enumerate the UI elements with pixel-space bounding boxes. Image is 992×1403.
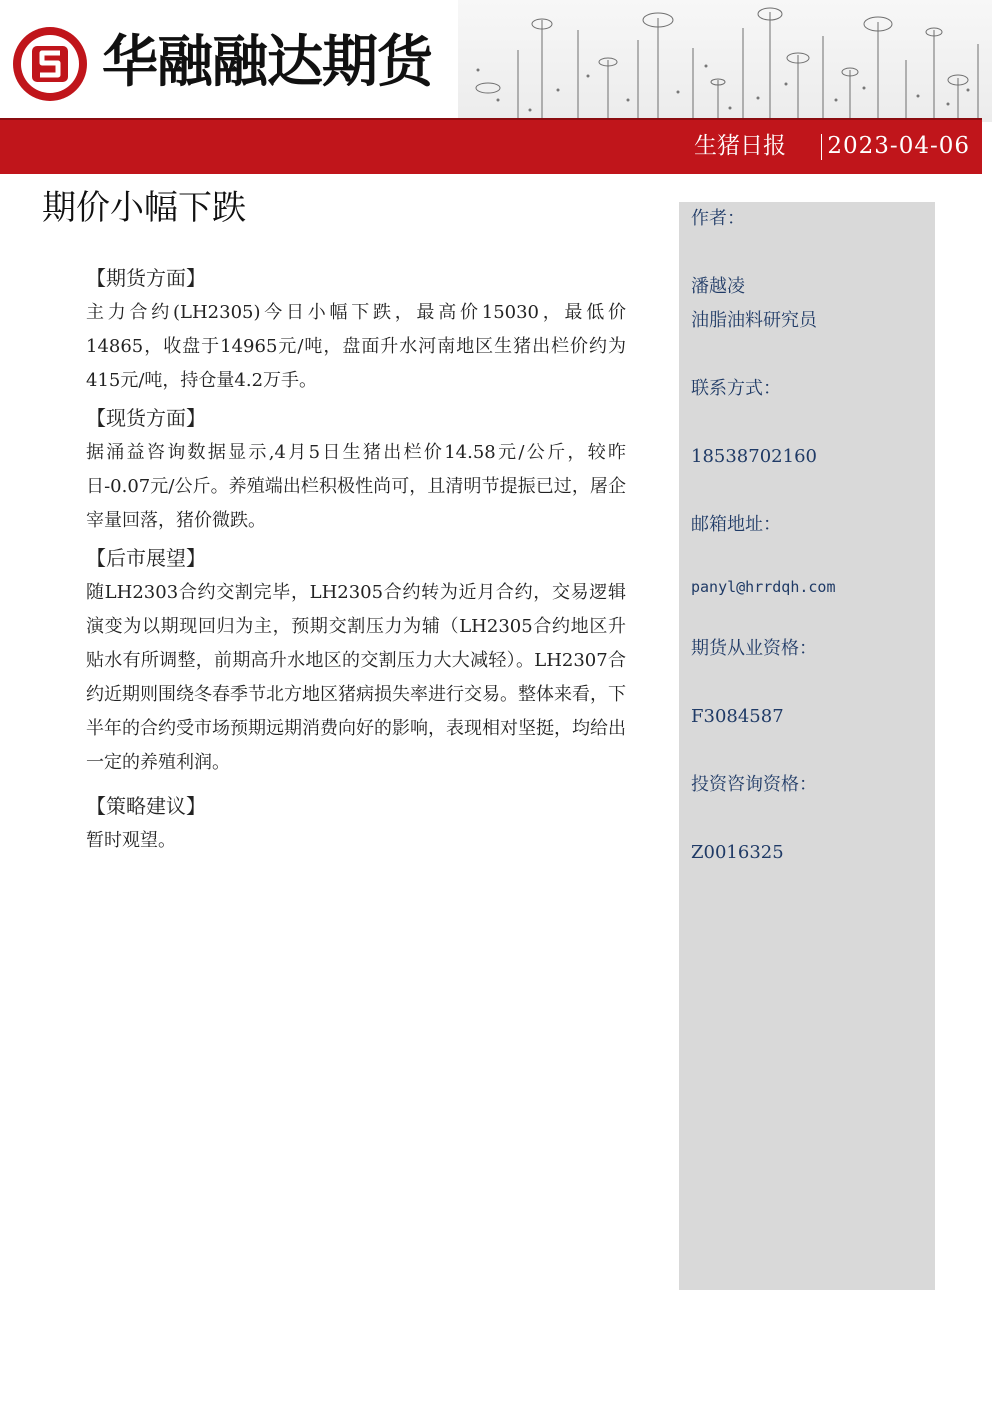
company-logo bbox=[10, 24, 450, 104]
section-heading: 【策略建议】 bbox=[86, 794, 206, 818]
advisory-qualification: Z0016325 bbox=[691, 842, 784, 863]
report-title: 期价小幅下跌 bbox=[42, 188, 246, 228]
section-heading: 【期货方面】 bbox=[86, 266, 206, 290]
section-futures bbox=[86, 262, 626, 398]
header-band bbox=[0, 118, 982, 174]
futures-qualification: F3084587 bbox=[691, 706, 784, 727]
section-strategy bbox=[86, 790, 626, 858]
contact-label: 联系方式： bbox=[691, 378, 781, 399]
header-divider bbox=[821, 134, 822, 160]
author-name: 潘越凌 bbox=[691, 276, 745, 297]
email-label: 邮箱地址： bbox=[691, 514, 781, 535]
author-label: 作者： bbox=[691, 208, 745, 229]
section-text: 随LH2303合约交割完毕，LH2305合约转为近月合约，交易逻辑演变为以期现回归为主，预期交割压力为辅（LH2305合约地区升贴水有所调整，前期高升水地区的交割压力大大减轻）。LH2307合约近期则围绕冬春季节北方地区猪病损失率进行交易。整体来看，下半年的合约受市场预期远期消费向好的影响，表现相对坚挺，均给出一定的养殖利润。 bbox=[86, 582, 626, 773]
section-text: 主力合约(LH2305)今日小幅下跌，最高价15030，最低价14865，收盘于14965元/吨，盘面升水河南地区生猪出栏价约为415元/吨，持仓量4.2万手。 bbox=[86, 302, 626, 391]
brand-name: 华融融达期货 bbox=[102, 30, 432, 95]
section-text: 据涌益咨询数据显示,4月5日生猪出栏价14.58元/公斤，较昨日-0.07元/公斤。养殖端出栏积极性尚可，且清明节提振已过，屠企宰量回落，猪价微跌。 bbox=[86, 442, 626, 531]
author-title: 油脂油料研究员 bbox=[691, 310, 817, 331]
report-date: 2023-04-06 bbox=[827, 133, 970, 159]
advisory-qualification-label: 投资咨询资格： bbox=[691, 774, 817, 795]
phone-number: 18538702160 bbox=[691, 446, 817, 467]
email-address[interactable]: panyl@hrrdqh.com bbox=[691, 578, 836, 596]
report-body bbox=[86, 262, 626, 862]
section-heading: 【后市展望】 bbox=[86, 546, 206, 570]
section-spot bbox=[86, 402, 626, 538]
section-outlook bbox=[86, 542, 626, 780]
author-sidebar bbox=[679, 202, 935, 1290]
huarong-ronda-logo-icon bbox=[10, 24, 90, 104]
circles-decoration bbox=[458, 0, 992, 122]
futures-qualification-label: 期货从业资格： bbox=[691, 638, 817, 659]
report-type: 生猪日报 bbox=[694, 133, 786, 159]
section-text: 暂时观望。 bbox=[86, 830, 176, 851]
header-decoration bbox=[458, 0, 992, 122]
section-heading: 【现货方面】 bbox=[86, 406, 206, 430]
